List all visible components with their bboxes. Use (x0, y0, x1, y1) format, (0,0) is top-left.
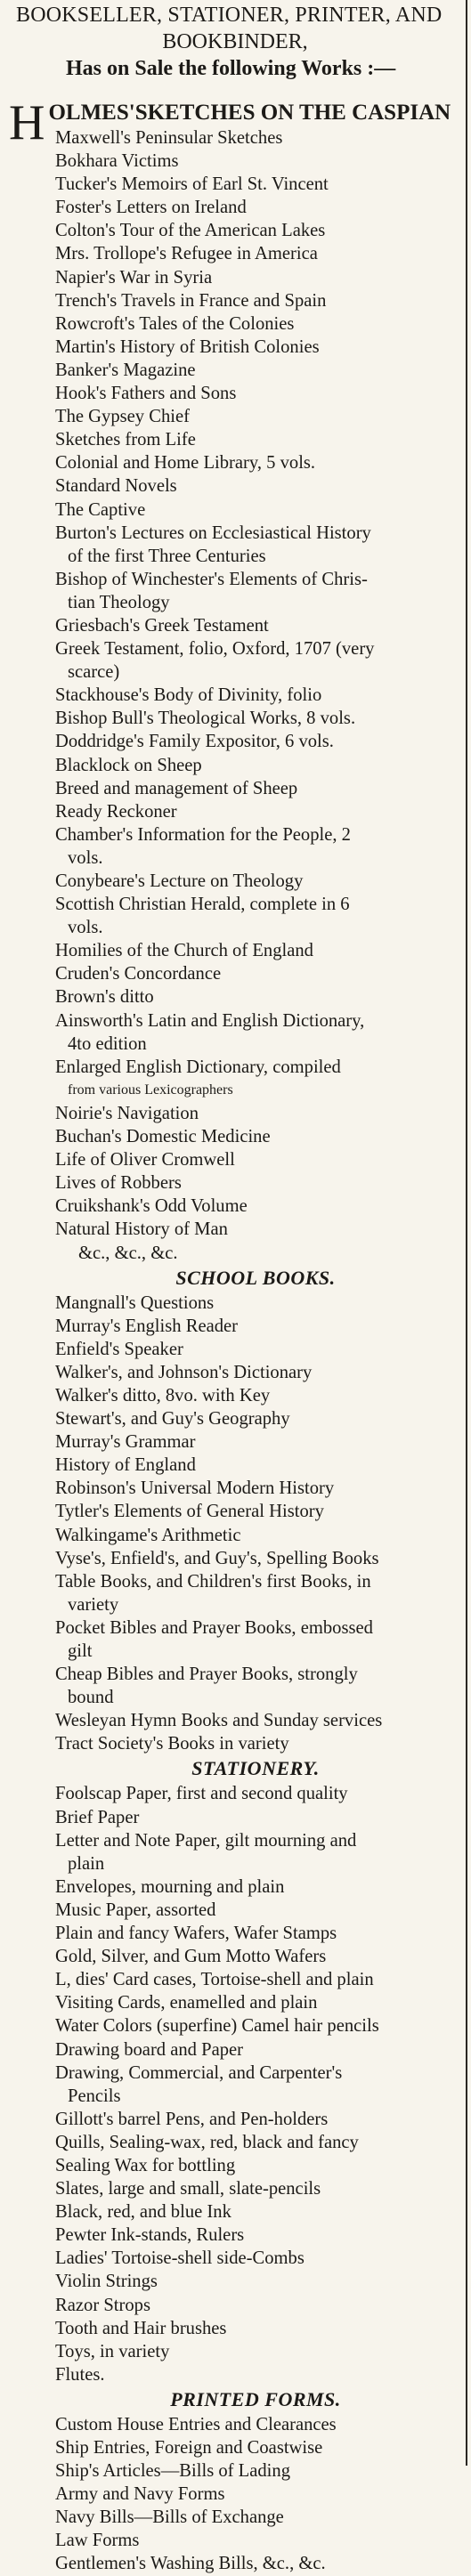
book-list-item: Ainsworth's Latin and English Dictionary, (55, 1010, 365, 1031)
stationery-item: Drawing board and Paper (55, 2039, 244, 2060)
book-list-item: Bishop of Winchester's Elements of Chris- (55, 569, 368, 589)
book-list-item: from various Lexicographers (68, 1081, 233, 1098)
printed-forms-heading: PRINTED FORMS. (170, 2387, 341, 2410)
book-list-item: Blacklock on Sheep (55, 755, 202, 775)
stationery-item: Letter and Note Paper, gilt mourning and (55, 1830, 357, 1851)
book-list-item: Griesbach's Greek Testament (55, 615, 269, 636)
book-list-item: of the first Three Centuries (68, 546, 266, 566)
stationery-item: Plain and fancy Wafers, Wafer Stamps (55, 1924, 337, 1944)
book-list-item: Chamber's Information for the People, 2 (55, 824, 351, 845)
printed-form-item: Ship Entries, Foreign and Coastwise (55, 2438, 323, 2458)
book-list-item: Bishop Bull's Theological Works, 8 vols. (55, 709, 356, 729)
header-line-3: Has on Sale the following Works :— (66, 57, 396, 80)
book-list-item: Mrs. Trollope's Refugee in America (55, 244, 318, 264)
book-list-item: Maxwell's Peninsular Sketches (55, 128, 283, 148)
stationery-item: Flutes. (55, 2364, 105, 2385)
book-list-item: Hook's Fathers and Sons (55, 384, 237, 404)
book-list-item: &c., &c., &c. (78, 1243, 178, 1263)
drop-capital: H (9, 95, 45, 150)
book-list-item: Bokhara Victims (55, 151, 179, 172)
stationery-item: Water Colors (superfine) Camel hair pencils (55, 2016, 379, 2037)
stationery-item: Violin Strings (55, 2272, 158, 2292)
printed-form-item: Ship's Articles—Bills of Lading (55, 2461, 290, 2482)
school-book-item: Robinson's Universal Modern History (55, 1478, 335, 1499)
school-book-item: Cheap Bibles and Prayer Books, strongly (55, 1665, 358, 1685)
stationery-item: Visiting Cards, enamelled and plain (55, 1993, 318, 2013)
book-list-item: Life of Oliver Cromwell (55, 1150, 235, 1171)
book-list-item: Breed and management of Sheep (55, 778, 298, 798)
stationery-item: Toys, in variety (55, 2341, 170, 2361)
stationery-item: Gold, Silver, and Gum Motto Wafers (55, 1947, 327, 1967)
printed-form-item: Law Forms (55, 2531, 140, 2551)
book-list-item: vols. (68, 918, 103, 938)
book-list-item: Foster's Letters on Ireland (55, 198, 247, 218)
book-list-item: Natural History of Man (55, 1219, 228, 1240)
stationery-item: Music Paper, assorted (55, 1900, 216, 1920)
school-book-item: bound (68, 1688, 114, 1708)
school-book-item: Tytler's Elements of General History (55, 1502, 324, 1522)
school-books-heading: SCHOOL BOOKS. (175, 1266, 336, 1289)
book-list-item: Stackhouse's Body of Divinity, folio (55, 685, 322, 706)
book-list-item: Doddridge's Family Expositor, 6 vols. (55, 732, 334, 752)
book-list-item: Burton's Lectures on Ecclesiastical History (55, 522, 371, 543)
stationery-item: Gillott's barrel Pens, and Pen-holders (55, 2109, 329, 2129)
school-book-item: gilt (68, 1641, 93, 1661)
lead-title-text: OLMES'SKETCHES ON THE CASPIAN (48, 101, 451, 125)
advert-header (16, 2, 454, 82)
school-book-item: Pocket Bibles and Prayer Books, embossed (55, 1617, 373, 1638)
works-list (55, 126, 456, 2576)
book-list-item: Brown's ditto (55, 987, 154, 1008)
book-list-item: tian Theology (68, 592, 170, 612)
school-book-item: Vyse's, Enfield's, and Guy's, Spelling Books (55, 1548, 379, 1568)
stationery-item: plain (68, 1853, 105, 1874)
stationery-item: Slates, large and small, slate-pencils (55, 2179, 321, 2199)
book-list-item: 4to edition (68, 1033, 147, 1054)
stationery-item: Tooth and Hair brushes (55, 2318, 227, 2338)
school-book-item: History of England (55, 1455, 196, 1476)
book-list-item: Buchan's Domestic Medicine (55, 1127, 271, 1147)
books-section (55, 126, 456, 1265)
book-list-item: vols. (68, 847, 103, 868)
stationery-item: Ladies' Tortoise-shell side-Combs (55, 2248, 305, 2269)
school-books-section (55, 1292, 456, 1756)
school-book-item: Murray's English Reader (55, 1316, 239, 1336)
book-list-item: Lives of Robbers (55, 1173, 182, 1194)
school-book-item: Mangnall's Questions (55, 1292, 215, 1313)
header-line-2: BOOKBINDER, (162, 30, 308, 53)
school-book-item: Tract Society's Books in variety (55, 1734, 289, 1754)
book-list-item: Ready Reckoner (55, 801, 177, 822)
school-book-item: Walker's ditto, 8vo. with Key (55, 1385, 271, 1405)
book-list-item: Greek Testament, folio, Oxford, 1707 (very (55, 639, 375, 660)
printed-form-item: Gentlemen's Washing Bills, &c., &c. (55, 2554, 326, 2574)
book-list-item: Scottish Christian Herald, complete in 6 (55, 895, 350, 915)
book-list-item: Noirie's Navigation (55, 1103, 199, 1123)
book-list-item: Enlarged English Dictionary, compiled (55, 1057, 341, 1077)
stationery-item: Quills, Sealing-wax, red, black and fancy (55, 2132, 359, 2152)
stationery-item: Foolscap Paper, first and second quality (55, 1784, 348, 1804)
stationery-item: Envelopes, mourning and plain (55, 1876, 285, 1897)
book-list-item: Standard Novels (55, 476, 177, 497)
book-list-item: Homilies of the Church of England (55, 941, 313, 961)
stationery-section (55, 1782, 456, 2386)
stationery-item: Pencils (68, 2086, 121, 2106)
school-book-item: Walker's, and Johnson's Dictionary (55, 1362, 313, 1382)
book-list-item: Trench's Travels in France and Spain (55, 290, 327, 311)
book-list-item: Tucker's Memoirs of Earl St. Vincent (55, 174, 329, 195)
book-list-item: Napier's War in Syria (55, 267, 213, 288)
book-list-item: Conybeare's Lecture on Theology (55, 871, 304, 891)
school-book-item: Walkingame's Arithmetic (55, 1525, 241, 1545)
stationery-item: Black, red, and blue Ink (55, 2202, 231, 2223)
column-rule (466, 0, 467, 2466)
stationery-item: Pewter Ink-stands, Rulers (55, 2225, 245, 2246)
book-list-item: The Captive (55, 499, 146, 520)
book-list-item: Cruikshank's Odd Volume (55, 1196, 248, 1217)
book-list-item: Sketches from Life (55, 430, 196, 450)
printed-form-item: Custom House Entries and Clearances (55, 2414, 337, 2434)
printed-forms-section (55, 2413, 456, 2576)
stationery-item: L, dies' Card cases, Tortoise-shell and plain (55, 1970, 374, 1990)
header-line-1: BOOKSELLER, STATIONER, PRINTER, AND (16, 4, 443, 27)
book-list-item: Colonial and Home Library, 5 vols. (55, 453, 316, 474)
stationery-item: Brief Paper (55, 1807, 140, 1827)
book-list-item: Rowcroft's Tales of the Colonies (55, 313, 295, 334)
printed-form-item: Navy Bills—Bills of Exchange (55, 2507, 284, 2528)
school-book-item: Stewart's, and Guy's Geography (55, 1409, 290, 1430)
book-list-item: scarce) (68, 662, 120, 683)
stationery-item: Drawing, Commercial, and Carpenter's (55, 2062, 343, 2083)
book-list-item: Banker's Magazine (55, 360, 196, 380)
school-book-item: variety (68, 1594, 119, 1615)
book-list-item: The Gypsey Chief (55, 407, 190, 427)
school-book-item: Enfield's Speaker (55, 1339, 183, 1359)
book-list-item: Colton's Tour of the American Lakes (55, 221, 326, 241)
stationery-heading: STATIONERY. (191, 1757, 320, 1780)
stationery-item: Razor Strops (55, 2295, 150, 2315)
stationery-item: Sealing Wax for bottling (55, 2155, 236, 2175)
school-book-item: Murray's Grammar (55, 1432, 196, 1453)
book-list-item: Cruden's Concordance (55, 964, 222, 984)
book-list-item: Martin's History of British Colonies (55, 336, 320, 357)
printed-form-item: Army and Navy Forms (55, 2484, 225, 2505)
school-book-item: Wesleyan Hymn Books and Sunday services (55, 1711, 383, 1731)
school-book-item: Table Books, and Children's first Books, in (55, 1571, 371, 1592)
